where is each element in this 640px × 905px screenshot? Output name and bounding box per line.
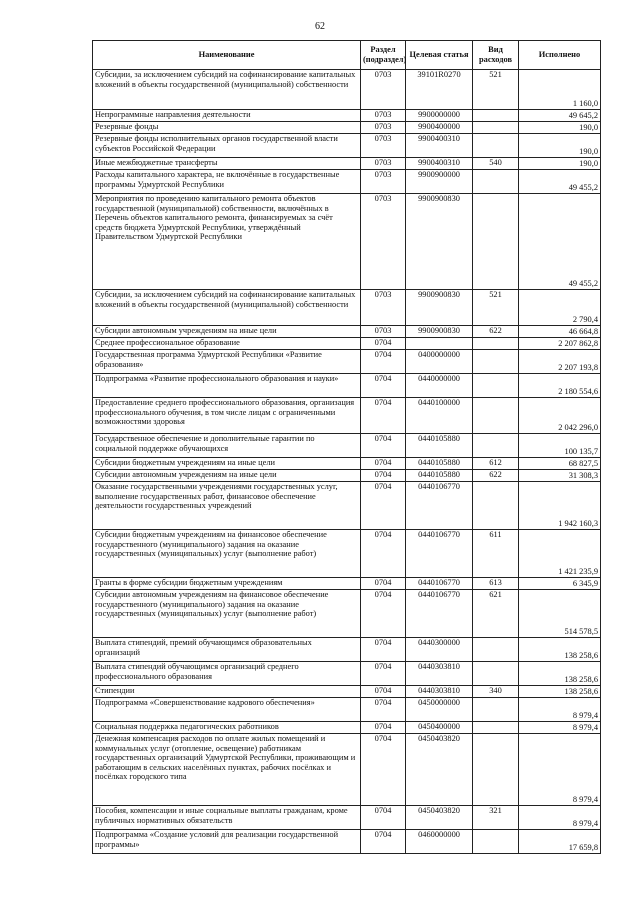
table-row	[93, 830, 601, 854]
cell-type	[473, 194, 519, 290]
cell-type	[473, 698, 519, 722]
table-row	[93, 338, 601, 350]
header-type: Вид расходов	[473, 41, 519, 70]
cell-name: Пособия, компенсации и иные социальные выплаты гражданам, кроме публичных нормативных обязательств	[93, 806, 361, 830]
cell-executed: 138 258,6	[519, 662, 601, 686]
table-row	[93, 398, 601, 434]
cell-executed: 6 345,9	[519, 578, 601, 590]
cell-executed: 8 979,4	[519, 806, 601, 830]
cell-section: 0704	[361, 458, 406, 470]
cell-executed: 8 979,4	[519, 722, 601, 734]
table-row	[93, 578, 601, 590]
cell-executed: 190,0	[519, 122, 601, 134]
table-row	[93, 638, 601, 662]
cell-section: 0703	[361, 290, 406, 326]
header-article: Целевая статья	[406, 41, 473, 70]
cell-name: Субсидии автономным учреждениям на финансовое обеспечение государственного (муниципального) задания на оказание государственных (муниципальных) услуг (выполнение работ)	[93, 590, 361, 638]
cell-article: 0440300000	[406, 638, 473, 662]
cell-section: 0703	[361, 158, 406, 170]
cell-type	[473, 350, 519, 374]
cell-name: Субсидии бюджетным учреждениям на финансовое обеспечение государственного (муниципального) задания на оказание государственных (муниципальных) услуг (выполнение работ)	[93, 530, 361, 578]
cell-section: 0704	[361, 578, 406, 590]
cell-executed: 2 042 296,0	[519, 398, 601, 434]
cell-article: 0440105880	[406, 458, 473, 470]
cell-type	[473, 722, 519, 734]
cell-article: 0440106770	[406, 530, 473, 578]
cell-section: 0704	[361, 350, 406, 374]
cell-executed: 8 979,4	[519, 698, 601, 722]
cell-type	[473, 830, 519, 854]
cell-type: 622	[473, 470, 519, 482]
cell-article: 9900400000	[406, 122, 473, 134]
cell-section: 0704	[361, 734, 406, 806]
cell-type: 521	[473, 290, 519, 326]
cell-section: 0704	[361, 638, 406, 662]
cell-name: Субсидии, за исключением субсидий на софинансирование капитальных вложений в объекты государственной (муниципальной) собственности	[93, 70, 361, 110]
cell-executed: 100 135,7	[519, 434, 601, 458]
cell-type	[473, 734, 519, 806]
cell-name: Выплата стипендий, премий обучающимся образовательных организаций	[93, 638, 361, 662]
cell-type: 621	[473, 590, 519, 638]
cell-article: 0450403820	[406, 734, 473, 806]
cell-executed: 138 258,6	[519, 638, 601, 662]
cell-type	[473, 122, 519, 134]
table-body	[93, 70, 601, 854]
table-row	[93, 290, 601, 326]
cell-type: 340	[473, 686, 519, 698]
cell-article: 9900400310	[406, 158, 473, 170]
cell-type: 622	[473, 326, 519, 338]
cell-section: 0703	[361, 70, 406, 110]
cell-name: Резервные фонды исполнительных органов государственной власти субъектов Российской Федерации	[93, 134, 361, 158]
table-row	[93, 470, 601, 482]
table-row	[93, 158, 601, 170]
cell-section: 0704	[361, 806, 406, 830]
cell-type	[473, 134, 519, 158]
cell-type	[473, 482, 519, 530]
cell-section: 0704	[361, 434, 406, 458]
cell-type: 321	[473, 806, 519, 830]
cell-section: 0703	[361, 110, 406, 122]
cell-section: 0703	[361, 326, 406, 338]
cell-name: Непрограммные направления деятельности	[93, 110, 361, 122]
table-row	[93, 434, 601, 458]
cell-section: 0704	[361, 590, 406, 638]
cell-executed: 8 979,4	[519, 734, 601, 806]
table-row	[93, 326, 601, 338]
cell-executed: 2 207 193,8	[519, 350, 601, 374]
table-row	[93, 170, 601, 194]
cell-type: 611	[473, 530, 519, 578]
cell-name: Выплата стипендий обучающимся организаций среднего профессионального образования	[93, 662, 361, 686]
table-row	[93, 734, 601, 806]
table-row	[93, 122, 601, 134]
cell-name: Субсидии автономным учреждениям на иные цели	[93, 326, 361, 338]
table-row	[93, 350, 601, 374]
cell-article: 9900900000	[406, 170, 473, 194]
cell-executed: 1 160,0	[519, 70, 601, 110]
cell-executed: 1 421 235,9	[519, 530, 601, 578]
cell-section: 0704	[361, 398, 406, 434]
table-header-row	[93, 41, 601, 70]
cell-article: 0460000000	[406, 830, 473, 854]
cell-name: Оказание государственными учреждениями государственных услуг, выполнение государственных работ, финансовое обеспечение деятельности государственных учреждений	[93, 482, 361, 530]
table-row	[93, 194, 601, 290]
cell-article: 0440106770	[406, 578, 473, 590]
cell-name: Субсидии автономным учреждениям на иные цели	[93, 470, 361, 482]
table-row	[93, 590, 601, 638]
table-row	[93, 686, 601, 698]
table-row	[93, 722, 601, 734]
cell-executed: 190,0	[519, 134, 601, 158]
cell-article	[406, 338, 473, 350]
cell-executed: 46 664,8	[519, 326, 601, 338]
cell-article: 0450400000	[406, 722, 473, 734]
cell-article: 0440106770	[406, 590, 473, 638]
cell-name: Субсидии, за исключением субсидий на софинансирование капитальных вложений в объекты государственной (муниципальной) собственности	[93, 290, 361, 326]
table-row	[93, 374, 601, 398]
cell-executed: 138 258,6	[519, 686, 601, 698]
cell-type	[473, 338, 519, 350]
cell-name: Гранты в форме субсидии бюджетным учреждениям	[93, 578, 361, 590]
table-row	[93, 458, 601, 470]
cell-article: 0440106770	[406, 482, 473, 530]
cell-name: Денежная компенсация расходов по оплате жилых помещений и коммунальных услуг (отопление, освещение) работникам государственных организаций Удмуртской Республики, проживающим и работающим в сельских населённых пунктах, рабочих посёлках и посёлках городского типа	[93, 734, 361, 806]
cell-name: Социальная поддержка педагогических работников	[93, 722, 361, 734]
header-section: Раздел (подраздел)	[361, 41, 406, 70]
cell-section: 0704	[361, 686, 406, 698]
cell-name: Государственное обеспечение и дополнительные гарантии по социальной поддержке обучающихся	[93, 434, 361, 458]
cell-type	[473, 434, 519, 458]
cell-article: 39101R0270	[406, 70, 473, 110]
table-row	[93, 662, 601, 686]
header-name: Наименование	[93, 41, 361, 70]
cell-name: Государственная программа Удмуртской Республики «Развитие образования»	[93, 350, 361, 374]
cell-section: 0703	[361, 194, 406, 290]
table-row	[93, 134, 601, 158]
cell-type	[473, 638, 519, 662]
cell-executed: 17 659,8	[519, 830, 601, 854]
budget-table	[92, 40, 601, 854]
cell-type	[473, 374, 519, 398]
cell-name: Подпрограмма «Совершенствование кадрового обеспечения»	[93, 698, 361, 722]
cell-section: 0704	[361, 482, 406, 530]
cell-name: Мероприятия по проведению капитального ремонта объектов государственной (муниципальной) собственности, включённых в Перечень объектов капитального ремонта, финансируемых за счёт средств бюджета Удмуртской Республики, утверждённый Правительством Удмуртской Республики	[93, 194, 361, 290]
cell-section: 0704	[361, 338, 406, 350]
table-row	[93, 70, 601, 110]
cell-section: 0704	[361, 662, 406, 686]
cell-type: 613	[473, 578, 519, 590]
cell-section: 0703	[361, 122, 406, 134]
cell-article: 9900000000	[406, 110, 473, 122]
cell-article: 0440105880	[406, 434, 473, 458]
cell-article: 0440105880	[406, 470, 473, 482]
cell-article: 9900900830	[406, 290, 473, 326]
cell-section: 0704	[361, 530, 406, 578]
cell-executed: 49 455,2	[519, 170, 601, 194]
cell-name: Подпрограмма «Развитие профессионального образования и науки»	[93, 374, 361, 398]
cell-article: 9900900830	[406, 326, 473, 338]
cell-name: Расходы капитального характера, не включённые в государственные программы Удмуртской Республики	[93, 170, 361, 194]
cell-executed: 2 790,4	[519, 290, 601, 326]
cell-name: Подпрограмма «Создание условий для реализации государственной программы»	[93, 830, 361, 854]
cell-article: 0440000000	[406, 374, 473, 398]
cell-section: 0704	[361, 470, 406, 482]
cell-executed: 68 827,5	[519, 458, 601, 470]
cell-name: Иные межбюджетные трансферты	[93, 158, 361, 170]
cell-name: Предоставление среднего профессионального образования, организация профессионального обучения, в том числе лицам с ограниченными возможностями здоровья	[93, 398, 361, 434]
cell-article: 0440303810	[406, 662, 473, 686]
cell-executed: 49 455,2	[519, 194, 601, 290]
cell-article: 0400000000	[406, 350, 473, 374]
cell-type	[473, 662, 519, 686]
cell-executed: 2 180 554,6	[519, 374, 601, 398]
cell-article: 0450403820	[406, 806, 473, 830]
cell-article: 0440303810	[406, 686, 473, 698]
cell-section: 0704	[361, 722, 406, 734]
cell-article: 9900400310	[406, 134, 473, 158]
cell-section: 0703	[361, 170, 406, 194]
cell-section: 0703	[361, 134, 406, 158]
cell-type	[473, 170, 519, 194]
cell-article: 0450000000	[406, 698, 473, 722]
table-row	[93, 110, 601, 122]
cell-type: 612	[473, 458, 519, 470]
cell-executed: 1 942 160,3	[519, 482, 601, 530]
cell-section: 0704	[361, 374, 406, 398]
page-number: 62	[315, 21, 325, 32]
cell-type	[473, 110, 519, 122]
cell-executed: 514 578,5	[519, 590, 601, 638]
cell-name: Стипендии	[93, 686, 361, 698]
header-executed: Исполнено	[519, 41, 601, 70]
cell-article: 0440100000	[406, 398, 473, 434]
cell-type: 540	[473, 158, 519, 170]
cell-executed: 49 645,2	[519, 110, 601, 122]
cell-type: 521	[473, 70, 519, 110]
cell-section: 0704	[361, 830, 406, 854]
table-row	[93, 806, 601, 830]
cell-section: 0704	[361, 698, 406, 722]
cell-name: Субсидии бюджетным учреждениям на иные цели	[93, 458, 361, 470]
table-row	[93, 482, 601, 530]
table-row	[93, 530, 601, 578]
cell-article: 9900900830	[406, 194, 473, 290]
cell-executed: 31 308,3	[519, 470, 601, 482]
table-row	[93, 698, 601, 722]
cell-executed: 190,0	[519, 158, 601, 170]
cell-executed: 2 207 862,8	[519, 338, 601, 350]
cell-name: Резервные фонды	[93, 122, 361, 134]
cell-type	[473, 398, 519, 434]
cell-name: Среднее профессиональное образование	[93, 338, 361, 350]
